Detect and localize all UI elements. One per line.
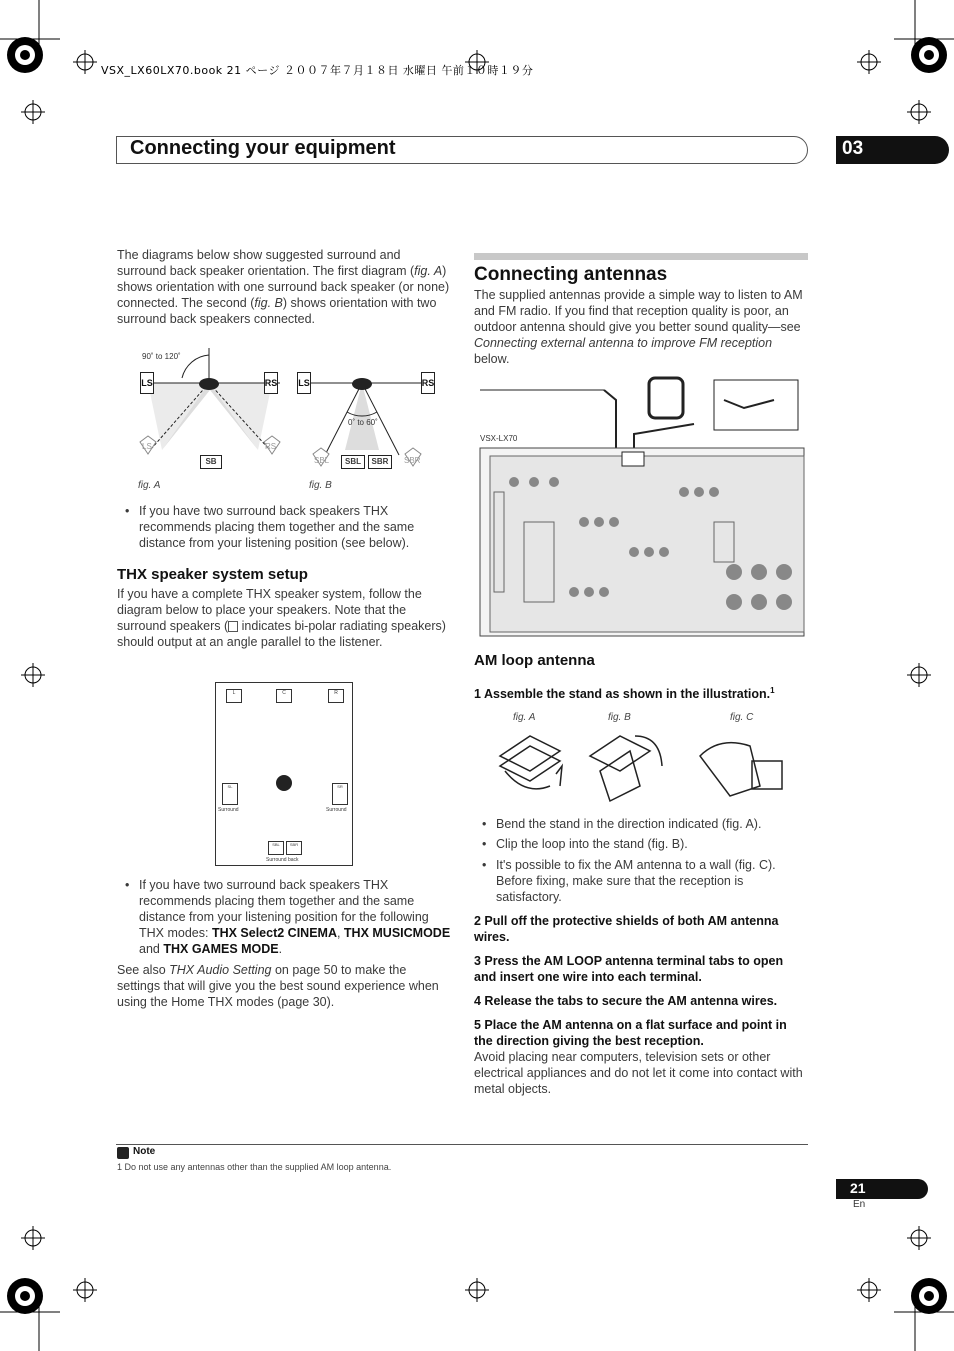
speaker-orientation-fig-a	[130, 340, 290, 500]
page-number: 21	[850, 1180, 866, 1196]
antennas-intro: The supplied antennas provide a simple way to listen to AM and FM radio. If you find that reception quality is poor, an outdoor antenna should give you better sound quality—see Connecting external antenna to improve FM reception below.	[474, 288, 803, 366]
speaker-sbr-angled-b: SBR	[404, 456, 421, 465]
am-loop-heading: AM loop antenna	[474, 652, 595, 669]
chapter-number: 03	[842, 138, 864, 159]
bullet-thx-modes: • If you have two surround back speakers THX recommends placing them together and the same distance from your listening position for the following THX modes: THX Select2 CINEMA, THX MUSICMODE and THX GAMES MODE.	[117, 877, 452, 957]
step-2: 2 Pull off the protective shields of both AM antenna wires.	[474, 914, 779, 944]
connecting-antennas-heading: Connecting antennas	[474, 264, 668, 285]
step-4: 4 Release the tabs to secure the AM antenna wires.	[474, 994, 778, 1008]
thx-room-diagram	[215, 682, 353, 866]
stand-illustrations	[490, 726, 790, 810]
stand-fig-c-label: fig. C	[730, 712, 754, 723]
see-also-paragraph: See also THX Audio Setting on page 50 to make the settings that will give you the best sound experience when using the Home THX modes (page 30).	[117, 963, 439, 1009]
bipolar-icon	[228, 621, 238, 632]
surround-right-label: Surround	[326, 807, 347, 813]
rear-panel-illustration	[474, 372, 808, 640]
bullet-two-surround: • If you have two surround back speakers THX recommends placing them together and the same distance from your listening position (see below).	[117, 503, 452, 551]
speaker-rs-b: RS	[421, 372, 435, 394]
step-3: 3 Press the AM LOOP antenna terminal tabs to open and insert one wire into each terminal.	[474, 954, 784, 984]
step-5: 5 Place the AM antenna on a flat surface and point in the direction giving the best reception.	[474, 1018, 787, 1048]
speaker-sr: SR	[332, 783, 348, 805]
speaker-rs-angled-a: RS	[265, 442, 277, 451]
speaker-sbr-b: SBR	[368, 455, 392, 469]
speaker-sl: SL	[222, 783, 238, 805]
thx-heading: THX speaker system setup	[117, 566, 308, 583]
am-bullet-1: • Bend the stand in the direction indicated (fig. A).	[474, 816, 808, 832]
speaker-ls-b: LS	[297, 372, 311, 394]
section-rule	[474, 253, 808, 260]
speaker-c: C	[276, 689, 292, 703]
am-bullet-3: • It's possible to fix the AM antenna to a wall (fig. C). Before fixing, make sure that the reception is satisfactory.	[474, 857, 808, 905]
am-bullet-2: • Clip the loop into the stand (fig. B).	[474, 836, 808, 852]
speaker-sbl-angled-b: SBL	[314, 456, 330, 465]
speaker-sbr: SBR	[286, 841, 302, 855]
file-header: VSX_LX60LX70.book 21 ページ ２００７年７月１８日 水曜日 午前１０時１９分	[101, 64, 534, 77]
fig-b-caption: fig. B	[309, 480, 332, 491]
step-1: 1 Assemble the stand as shown in the illustration.$^1$	[474, 686, 775, 702]
speaker-r: R	[328, 689, 344, 703]
speaker-l: L	[226, 689, 242, 703]
page-title: Connecting your equipment	[130, 137, 396, 159]
angle-label-b: 0˚ to 60˚	[348, 418, 378, 427]
panel-model-label: VSX-LX70	[480, 434, 518, 443]
surround-left-label: Surround	[218, 807, 239, 813]
speaker-rs-a: RS	[264, 372, 278, 394]
speaker-sb-a: SB	[200, 455, 222, 469]
listener	[276, 775, 292, 791]
thx-paragraph: If you have a complete THX speaker system, follow the diagram below to place your speakers. Note that the surround speakers ( indicates bi-polar radiating speakers) should output at an angle parallel to the listener.	[117, 587, 446, 649]
surround-back-label: Surround back	[266, 857, 299, 863]
speaker-sbl: SBL	[268, 841, 284, 855]
speaker-ls-angled-a: LS	[142, 442, 152, 451]
page-language: En	[853, 1199, 866, 1210]
step-5-text: Avoid placing near computers, television sets or other electrical appliances and do not let it come into contact with metal objects.	[474, 1050, 803, 1096]
stand-fig-a-label: fig. A	[513, 712, 536, 723]
note-rule	[116, 1144, 808, 1145]
speaker-sbl-b: SBL	[341, 455, 365, 469]
intro-paragraph: The diagrams below show suggested surround and surround back speaker orientation. The first diagram (fig. A) shows orientation with one surround back speaker (or none) connected. The second (fig. B) shows orientation with two surround back speakers connected.	[117, 248, 450, 326]
note-text: 1 Do not use any antennas other than the supplied AM loop antenna.	[117, 1162, 392, 1172]
stand-fig-b-label: fig. B	[608, 712, 631, 723]
note-icon	[117, 1147, 129, 1159]
angle-label-a: 90˚ to 120˚	[142, 352, 181, 361]
speaker-ls-a: LS	[140, 372, 154, 394]
fig-a-caption: fig. A	[138, 480, 161, 491]
note-label: Note	[133, 1146, 156, 1157]
